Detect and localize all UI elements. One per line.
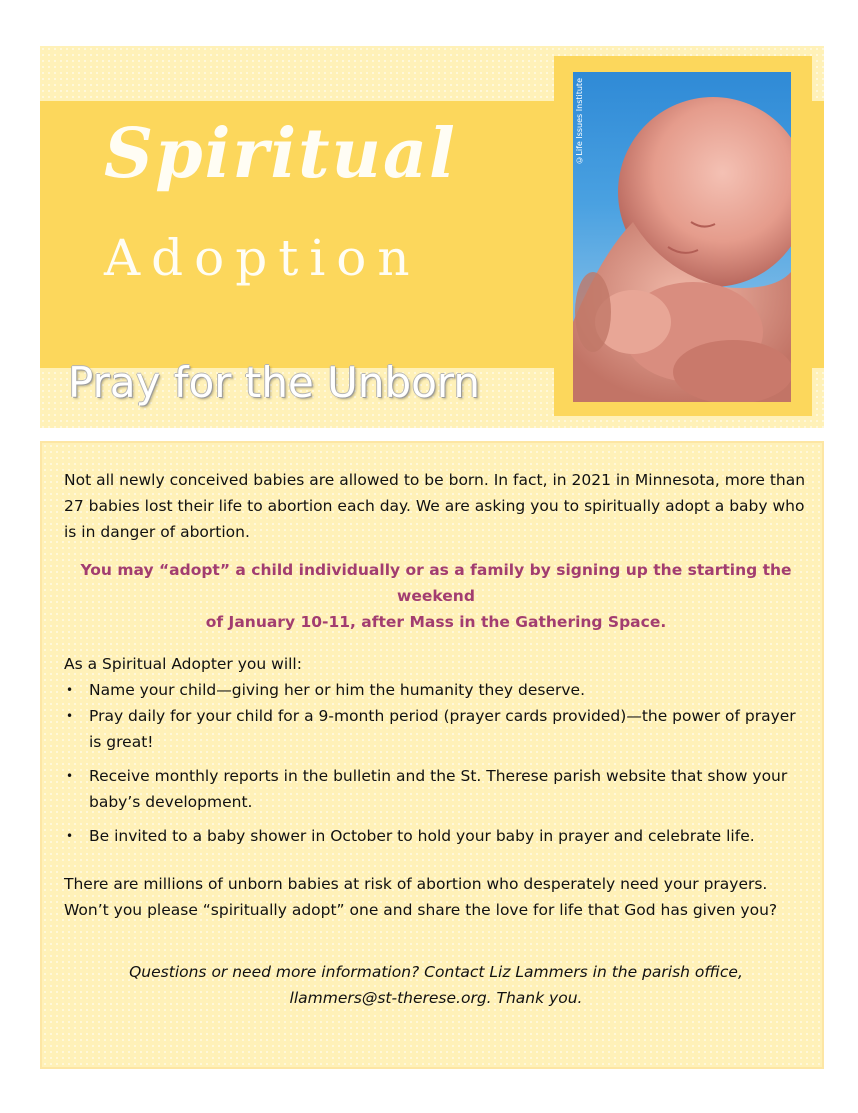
contact-line1: Questions or need more information? Contact Liz Lammers in the parish office, (129, 963, 743, 981)
signup-highlight-line1: You may “adopt” a child individually or as a family by signing up the starting the weekend (80, 561, 792, 605)
header-banner (40, 46, 824, 428)
title-adoption: Adoption (104, 229, 421, 287)
contact-info (64, 959, 808, 1011)
signup-highlight (64, 557, 808, 635)
adopter-list (64, 677, 808, 849)
list-item: • Pray daily for your child for a 9-month period (prayer cards provided)—the power of prayer is great! (64, 703, 808, 755)
photo-frame (554, 56, 812, 416)
title-spiritual: Spiritual (104, 114, 457, 194)
adopter-intro: As a Spiritual Adopter you will: (64, 655, 302, 673)
signup-highlight-line2: of January 10-11, after Mass in the Gathering Space. (205, 613, 667, 631)
list-item: • Name your child—giving her or him the humanity they deserve. (64, 677, 808, 703)
list-item: • Receive monthly reports in the bulletin and the St. Therese parish website that show your baby’s development. (64, 763, 808, 815)
list-item: • Be invited to a baby shower in October to hold your baby in prayer and celebrate life. (64, 823, 808, 849)
intro-paragraph: Not all newly conceived babies are allowed to be born. In fact, in 2021 in Minnesota, more than 27 babies lost their life to abortion each day. We are asking you to spiritually adopt a baby who is in danger of abortion. (64, 471, 806, 541)
closing-paragraph: There are millions of unborn babies at risk of abortion who desperately need your prayers. Won’t you please “spiritually adopt” one and share the love for life that God has given you? (64, 875, 778, 919)
contact-email-line: llammers@st-therese.org. Thank you. (289, 989, 583, 1007)
unborn-baby-illustration (573, 72, 791, 402)
subtitle-pray-for-unborn: Pray for the Unborn (68, 358, 481, 407)
photo-credit: ©Life Issues Institute (575, 78, 584, 165)
content-box (40, 441, 824, 1069)
content-text (64, 467, 808, 1011)
unborn-baby-photo (573, 72, 791, 402)
